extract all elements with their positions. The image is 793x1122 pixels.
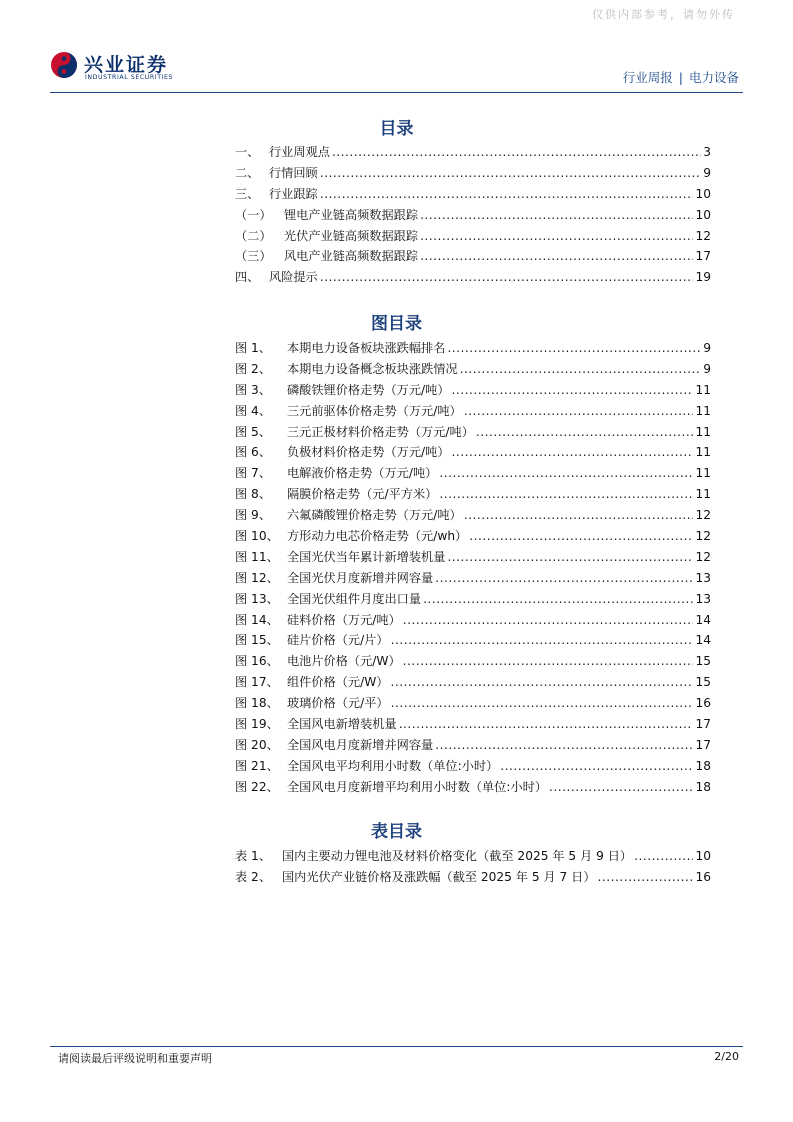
- figure-entry-label: 全国风电月度新增平均利用小时数（单位:小时）: [287, 779, 548, 794]
- figure-entry-page: 12: [695, 549, 711, 564]
- figure-entry-number: 图 2、: [235, 361, 272, 376]
- header-separator: |: [678, 70, 683, 85]
- toc-entry-number: （三）: [235, 249, 272, 264]
- logo-name-en: INDUSTRIAL SECURITIES: [85, 74, 174, 81]
- toc-entry[interactable]: [235, 205, 711, 226]
- dot-leader: [320, 184, 694, 205]
- page-number: 2/20: [714, 1050, 739, 1063]
- table-entry[interactable]: [235, 867, 711, 888]
- toc-entry-page: 10: [695, 207, 711, 222]
- dot-leader: [435, 735, 693, 756]
- dot-leader: [391, 630, 694, 651]
- figure-entry[interactable]: [235, 401, 711, 422]
- figure-entry-number: 图 8、: [235, 487, 272, 502]
- report-sector: 电力设备: [688, 70, 739, 85]
- figure-entry-page: 18: [695, 758, 711, 773]
- toc-entry[interactable]: [235, 246, 711, 267]
- figure-entry-label: 隔膜价格走势（元/平方米）: [287, 487, 438, 502]
- figure-entry-number: 图 15、: [235, 633, 279, 648]
- figure-entry-page: 15: [695, 654, 711, 669]
- toc-entry-label: 风险提示: [269, 270, 318, 285]
- figure-entry-page: 13: [695, 570, 711, 585]
- figure-entry-label: 全国风电平均利用小时数（单位:小时）: [287, 758, 499, 773]
- figure-entry-number: 图 20、: [235, 737, 279, 752]
- toc-entry-number: （一）: [235, 207, 272, 222]
- dot-leader: [447, 547, 693, 568]
- figure-entry-label: 全国风电新增装机量: [287, 717, 397, 732]
- logo-name-cn: 兴业证券: [84, 54, 169, 76]
- dot-leader: [634, 846, 693, 867]
- table-entry-page: 16: [695, 869, 711, 884]
- dot-leader: [435, 568, 693, 589]
- table-entry-label: 国内主要动力锂电池及材料价格变化（截至 2025 年 5 月 9 日）: [282, 848, 633, 863]
- figure-entry-label: 电解液价格走势（万元/吨）: [287, 466, 438, 481]
- figure-entry[interactable]: [235, 484, 711, 505]
- figure-entry[interactable]: [235, 526, 711, 547]
- figure-entry-number: 图 6、: [235, 445, 272, 460]
- footer-divider: [50, 1046, 743, 1047]
- figure-entry-number: 图 16、: [235, 654, 279, 669]
- toc-entry-label: 行业周观点: [269, 144, 330, 159]
- figure-entry-page: 15: [695, 675, 711, 690]
- company-logo: [50, 47, 190, 87]
- figure-entry-label: 玻璃价格（元/平）: [287, 696, 389, 711]
- figure-entry-label: 三元前驱体价格走势（万元/吨）: [287, 403, 462, 418]
- dot-leader: [439, 484, 693, 505]
- figure-entry-page: 11: [695, 445, 711, 460]
- dot-leader: [452, 380, 694, 401]
- table-entry-number: 表 1、: [235, 848, 272, 863]
- figure-entry-label: 全国光伏月度新增并网容量: [287, 570, 434, 585]
- header-divider: [50, 92, 743, 93]
- figure-entry-label: 电池片价格（元/W）: [287, 654, 401, 669]
- dot-leader: [476, 422, 694, 443]
- tables-list: [235, 846, 711, 888]
- figure-entry[interactable]: [235, 547, 711, 568]
- figure-entry-label: 方形动力电芯价格走势（元/wh）: [287, 529, 468, 543]
- figure-entry-label: 本期电力设备板块涨跌幅排名: [287, 340, 446, 355]
- figure-entry[interactable]: [235, 568, 711, 589]
- table-entry-number: 表 2、: [235, 869, 272, 884]
- figure-entry-label: 硅料价格（万元/吨）: [287, 612, 401, 627]
- dot-leader: [391, 693, 694, 714]
- figure-entry-label: 全国光伏当年累计新增装机量: [287, 549, 446, 564]
- toc-entry[interactable]: [235, 142, 711, 163]
- figure-entry[interactable]: [235, 714, 711, 735]
- figure-entry-page: 14: [695, 612, 711, 627]
- figure-entry-number: 图 22、: [235, 779, 279, 794]
- figure-entry[interactable]: [235, 756, 711, 777]
- footer-disclaimer: 请阅读最后评级说明和重要声明: [58, 1052, 212, 1065]
- figure-entry-number: 图 13、: [235, 591, 279, 606]
- dot-leader: [439, 463, 693, 484]
- figure-entry-page: 17: [695, 737, 711, 752]
- dot-leader: [420, 246, 693, 267]
- figure-entry-label: 六氟磷酸锂价格走势（万元/吨）: [287, 508, 462, 523]
- toc-entry-label: 锂电产业链高频数据跟踪: [284, 207, 419, 222]
- dot-leader: [500, 756, 693, 777]
- figure-entry[interactable]: [235, 422, 711, 443]
- toc-entry-label: 行业跟踪: [269, 186, 318, 201]
- toc-entry-label: 行情回顾: [269, 165, 318, 180]
- figure-entry[interactable]: [235, 630, 711, 651]
- toc-entry-number: 四、: [235, 270, 260, 285]
- toc-entry-number: 二、: [235, 165, 260, 180]
- figure-entry-number: 图 5、: [235, 424, 272, 439]
- table-entry-label: 国内光伏产业链价格及涨跌幅（截至 2025 年 5 月 7 日）: [282, 869, 596, 884]
- figure-entry-number: 图 17、: [235, 675, 279, 690]
- figure-entry-page: 9: [703, 340, 711, 355]
- dot-leader: [420, 226, 693, 247]
- dot-leader: [460, 359, 701, 380]
- figure-entry-number: 图 18、: [235, 696, 279, 711]
- figure-entry[interactable]: [235, 442, 711, 463]
- toc-entry[interactable]: [235, 226, 711, 247]
- logo-emblem-icon: [50, 51, 78, 79]
- figure-entry[interactable]: [235, 777, 711, 798]
- figure-entry-page: 14: [695, 633, 711, 648]
- figure-entry-label: 全国风电月度新增并网容量: [287, 737, 434, 752]
- toc-entry-page: 10: [695, 186, 711, 201]
- dot-leader: [423, 589, 693, 610]
- figure-entry[interactable]: [235, 589, 711, 610]
- dot-leader: [399, 714, 694, 735]
- dot-leader: [320, 163, 701, 184]
- dot-leader: [469, 526, 693, 547]
- tables-title: 表目录: [371, 822, 422, 842]
- figure-entry[interactable]: [235, 651, 711, 672]
- dot-leader: [464, 505, 694, 526]
- dot-leader: [320, 267, 694, 288]
- figures-list: [235, 338, 711, 798]
- figure-entry-page: 9: [703, 361, 711, 376]
- figure-entry-number: 图 14、: [235, 612, 279, 627]
- figure-entry-number: 图 12、: [235, 570, 279, 585]
- toc-entry[interactable]: [235, 184, 711, 205]
- toc-entry-number: 一、: [235, 144, 260, 159]
- toc-entry-page: 3: [703, 144, 711, 159]
- figure-entry[interactable]: [235, 610, 711, 631]
- figure-entry-page: 11: [695, 424, 711, 439]
- figures-title: 图目录: [371, 314, 422, 334]
- dot-leader: [420, 205, 693, 226]
- figure-entry-number: 图 19、: [235, 717, 279, 732]
- figure-entry-number: 图 1、: [235, 340, 272, 355]
- figure-entry[interactable]: [235, 338, 711, 359]
- toc-entry[interactable]: [235, 267, 711, 288]
- figure-entry[interactable]: [235, 672, 711, 693]
- figure-entry-number: 图 21、: [235, 758, 279, 773]
- toc-entry-number: 三、: [235, 186, 260, 201]
- figure-entry[interactable]: [235, 380, 711, 401]
- figure-entry-label: 全国光伏组件月度出口量: [287, 591, 422, 606]
- figure-entry-label: 磷酸铁锂价格走势（万元/吨）: [287, 382, 450, 397]
- figure-entry-page: 11: [695, 403, 711, 418]
- figure-entry-page: 16: [695, 696, 711, 711]
- figure-entry[interactable]: [235, 463, 711, 484]
- figure-entry-label: 硅片价格（元/片）: [287, 633, 389, 648]
- watermark: 仅供内部参考，请勿外传: [592, 8, 735, 21]
- dot-leader: [464, 401, 694, 422]
- figure-entry[interactable]: [235, 505, 711, 526]
- dot-leader: [452, 442, 694, 463]
- figure-entry-label: 组件价格（元/W）: [287, 675, 389, 690]
- dot-leader: [549, 777, 693, 798]
- figure-entry-number: 图 3、: [235, 382, 272, 397]
- figure-entry-number: 图 9、: [235, 508, 272, 523]
- toc-entry-page: 17: [695, 249, 711, 264]
- figure-entry-page: 11: [695, 382, 711, 397]
- figure-entry-label: 本期电力设备概念板块涨跌情况: [287, 361, 458, 376]
- figure-entry-page: 11: [695, 487, 711, 502]
- figure-entry-number: 图 10、: [235, 529, 279, 543]
- report-header: [623, 68, 739, 86]
- table-entry-page: 10: [695, 848, 711, 863]
- dot-leader: [403, 651, 694, 672]
- toc-list: [235, 142, 711, 288]
- toc-entry-page: 9: [703, 165, 711, 180]
- dot-leader: [598, 867, 694, 888]
- toc-entry-page: 19: [695, 270, 711, 285]
- figure-entry-page: 17: [695, 717, 711, 732]
- figure-entry-label: 三元正极材料价格走势（万元/吨）: [287, 424, 474, 439]
- figure-entry-page: 12: [695, 508, 711, 523]
- toc-entry[interactable]: [235, 163, 711, 184]
- figure-entry[interactable]: [235, 693, 711, 714]
- dot-leader: [447, 338, 701, 359]
- toc-title: 目录: [379, 119, 414, 139]
- figure-entry-number: 图 4、: [235, 403, 272, 418]
- dot-leader: [390, 672, 693, 693]
- toc-entry-label: 风电产业链高频数据跟踪: [284, 249, 419, 264]
- toc-entry-page: 12: [695, 228, 711, 243]
- figure-entry-number: 图 7、: [235, 466, 272, 481]
- dot-leader: [403, 610, 694, 631]
- report-type: 行业周报: [622, 70, 673, 85]
- toc-entry-label: 光伏产业链高频数据跟踪: [284, 228, 419, 243]
- figure-entry-page: 13: [695, 591, 711, 606]
- table-entry[interactable]: [235, 846, 711, 867]
- figure-entry-label: 负极材料价格走势（万元/吨）: [287, 445, 450, 460]
- figure-entry-page: 11: [695, 466, 711, 481]
- figure-entry[interactable]: [235, 359, 711, 380]
- figure-entry-page: 12: [695, 529, 711, 543]
- figure-entry-number: 图 11、: [235, 549, 279, 564]
- toc-entry-number: （二）: [235, 228, 272, 243]
- dot-leader: [332, 142, 701, 163]
- figure-entry-page: 18: [695, 779, 711, 794]
- figure-entry[interactable]: [235, 735, 711, 756]
